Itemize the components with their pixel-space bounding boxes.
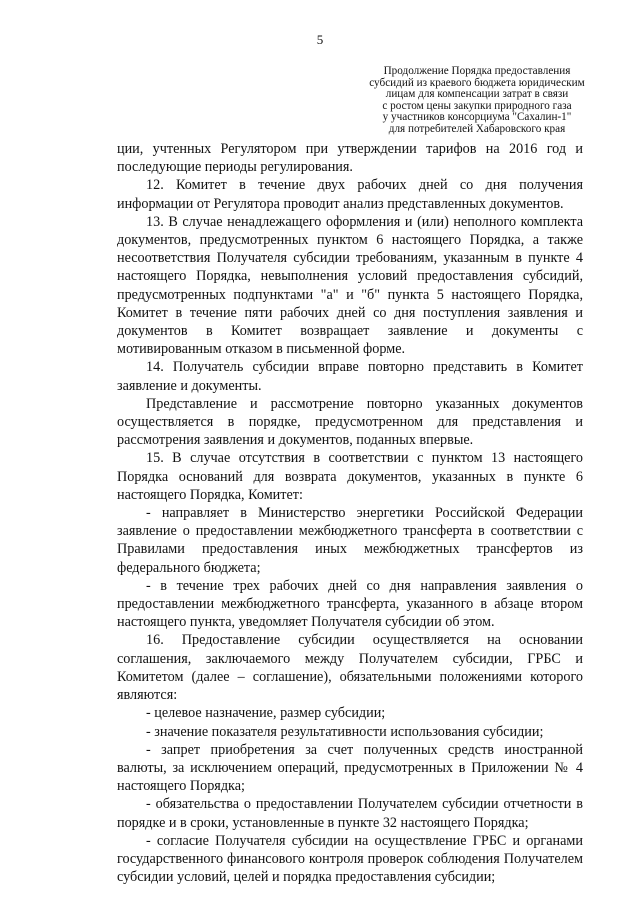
list-item: - запрет приобретения за счет полученных средств иностранной валюты, за исключением операций, предусмотренных в Приложении № 4 настоящего Порядка;	[117, 741, 583, 795]
header-line: у участников консорциума "Сахалин-1"	[382, 111, 572, 124]
list-item: - направляет в Министерство энергетики Российской Федерации заявление о предоставлении межбюджетного трансферта в соответствии с Правилами предоставления иных межбюджетных трансфертов из федерального бюджета;	[117, 505, 583, 576]
paragraph-item-15: 15. В случае отсутствия в соответствии с пунктом 13 настоящего Порядка оснований для возврата документов, указанных в пункте 6 настоящего Порядка, Комитет:	[117, 450, 583, 503]
list-item: - в течение трех рабочих дней со дня направления заявления о предоставлении межбюджетного трансферта, указанного в абзаце втором настоящего пункта, уведомляет Получателя субсидии об этом.	[117, 577, 583, 631]
header-line: с ростом цены закупки природного газа	[382, 99, 572, 112]
list-item: - значение показателя результативности использования субсидии;	[146, 723, 544, 740]
paragraph: Представление и рассмотрение повторно указанных документов осуществляется в порядке, предусмотренном для представления и рассмотрения заявления и документов, поданных впервые.	[117, 395, 583, 449]
document-body	[117, 140, 583, 886]
paragraph-item-12: 12. Комитет в течение двух рабочих дней со дня получения информации от Регулятора проводит анализ представленных документов.	[117, 177, 583, 212]
list-item: - согласие Получателя субсидии на осуществление ГРБС и органами государственного финансового контроля проверок соблюдения Получателем субсидии условий, целей и порядка предоставления субсидии;	[117, 832, 583, 886]
paragraph-item-16: 16. Предоставление субсидии осуществляется на основании соглашения, заключаемого между Получателем субсидии, ГРБС и Комитетом (далее – соглашение), обязательными положениями которого являются:	[117, 632, 583, 704]
list-item: - обязательства о предоставлении Получателем субсидии отчетности в порядке и в сроки, установленные в пункте 32 настоящего Порядка;	[117, 796, 583, 831]
page-number: 5	[316, 32, 324, 47]
document-header	[368, 66, 586, 136]
paragraph-item-14: 14. Получатель субсидии вправе повторно представить в Комитет заявление и документы.	[117, 359, 583, 394]
header-line: для потребителей Хабаровского края	[388, 122, 566, 135]
header-line: субсидий из краевого бюджета юридическим	[369, 76, 585, 89]
list-item: - целевое назначение, размер субсидии;	[146, 705, 386, 722]
header-line: лицам для компенсации затрат в связи	[385, 88, 569, 101]
paragraph-item-13: 13. В случае ненадлежащего оформления и (или) неполного комплекта документов, предусмотренных пунктом 6 настоящего Порядка, а также несоответствия Получателя субсидии требованиям, указанным в пункте 4 настоящего Порядка, невыполнения условий предоставления субсидий, предусмотренных подпунктами "а" и "б" пункта 5 настоящего Порядка, Комитет в течение пяти рабочих дней со дня поступления заявления и документов в Комитет возвращает заявление и документы с мотивированным отказом в письменной форме.	[117, 213, 583, 358]
paragraph-continuation: ции, учтенных Регулятором при утверждении тарифов на 2016 год и последующие периоды регулирования.	[117, 141, 583, 176]
header-line: Продолжение Порядка предоставления	[383, 65, 571, 77]
